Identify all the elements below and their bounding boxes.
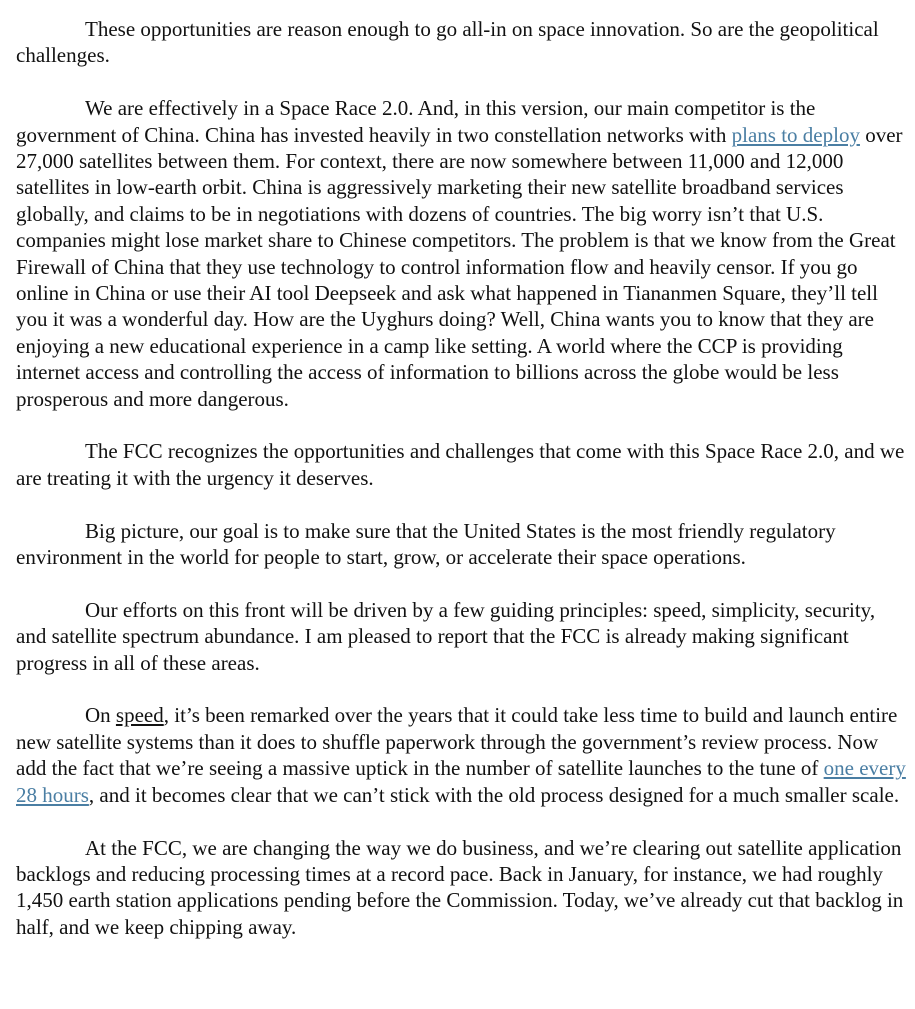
plans-to-deploy-link[interactable]: plans to deploy bbox=[731, 122, 860, 147]
speed-emphasis: speed bbox=[115, 703, 164, 728]
paragraph-text: Big picture, our goal is to make sure that the United States is the most friendly regulatory environment in the world for people to start, grow, or accelerate their space operations. bbox=[16, 518, 836, 570]
paragraph-text: On bbox=[85, 703, 116, 728]
paragraph-text: Our efforts on this front will be driven by a few guiding principles: speed, simplicity, security, and satellite spectrum abundance. I am pleased to report that the FCC is already making significant progress in all of these areas. bbox=[16, 597, 876, 675]
paragraph-text: , it’s been remarked over the years that it could take less time to build and launch entire new satellite systems than it does to shuffle paperwork through the government’s review process. Now add the fact that we’re seeing a massive uptick in the number of satellite launches to the tune of bbox=[16, 703, 898, 781]
paragraph-space-race bbox=[16, 95, 907, 412]
paragraph-text: At the FCC, we are changing the way we do business, and we’re clearing out satellite application backlogs and reducing processing times at a record pace. Back in January, for instance, we had roughly 1,450 earth station applications pending before the Commission. Today, we’ve already cut that backlog in half, and we keep chipping away. bbox=[16, 835, 904, 939]
paragraph-speed bbox=[16, 702, 907, 808]
one-every-28-hours-link[interactable]: one every 28 hours bbox=[16, 756, 906, 807]
paragraph-guiding-principles bbox=[16, 597, 907, 676]
paragraph-backlog bbox=[16, 835, 907, 941]
paragraph-text: The FCC recognizes the opportunities and challenges that come with this Space Race 2.0, and we are treating it with the urgency it deserves. bbox=[16, 439, 905, 490]
paragraph-fcc-urgency bbox=[16, 438, 907, 491]
paragraph-text: over 27,000 satellites between them. For context, there are now somewhere between 11,000 and 12,000 satellites in low-earth orbit. China is aggressively marketing their new satellite broadband services globally, and claims to be in negotiations with dozens of countries. The big worry isn’t that U.S. companies might lose market share to Chinese competitors. The problem is that we know from the Great Firewall of China that they use technology to control information flow and heavily censor. If you go online in China or use their AI tool Deepseek and ask what happened in Tiananmen Square, they’ll tell you it was a wonderful day. How are the Uyghurs doing? Well, China wants you to know that they are enjoying a new educational experience in a camp like setting. A world where the CCP is providing internet access and controlling the access of information to billions across the globe would be less prosperous and more dangerous. bbox=[16, 122, 903, 411]
paragraph-text: These opportunities are reason enough to go all-in on space innovation. So are the geopolitical challenges. bbox=[16, 17, 879, 68]
paragraph-text: We are effectively in a Space Race 2.0. And, in this version, our main competitor is the government of China. China has invested heavily in two constellation networks with bbox=[16, 96, 816, 147]
paragraph-big-picture bbox=[16, 518, 907, 571]
paragraph-geopolitical-intro bbox=[16, 16, 907, 69]
paragraph-text: , and it becomes clear that we can’t stick with the old process designed for a much smaller scale. bbox=[88, 782, 900, 807]
